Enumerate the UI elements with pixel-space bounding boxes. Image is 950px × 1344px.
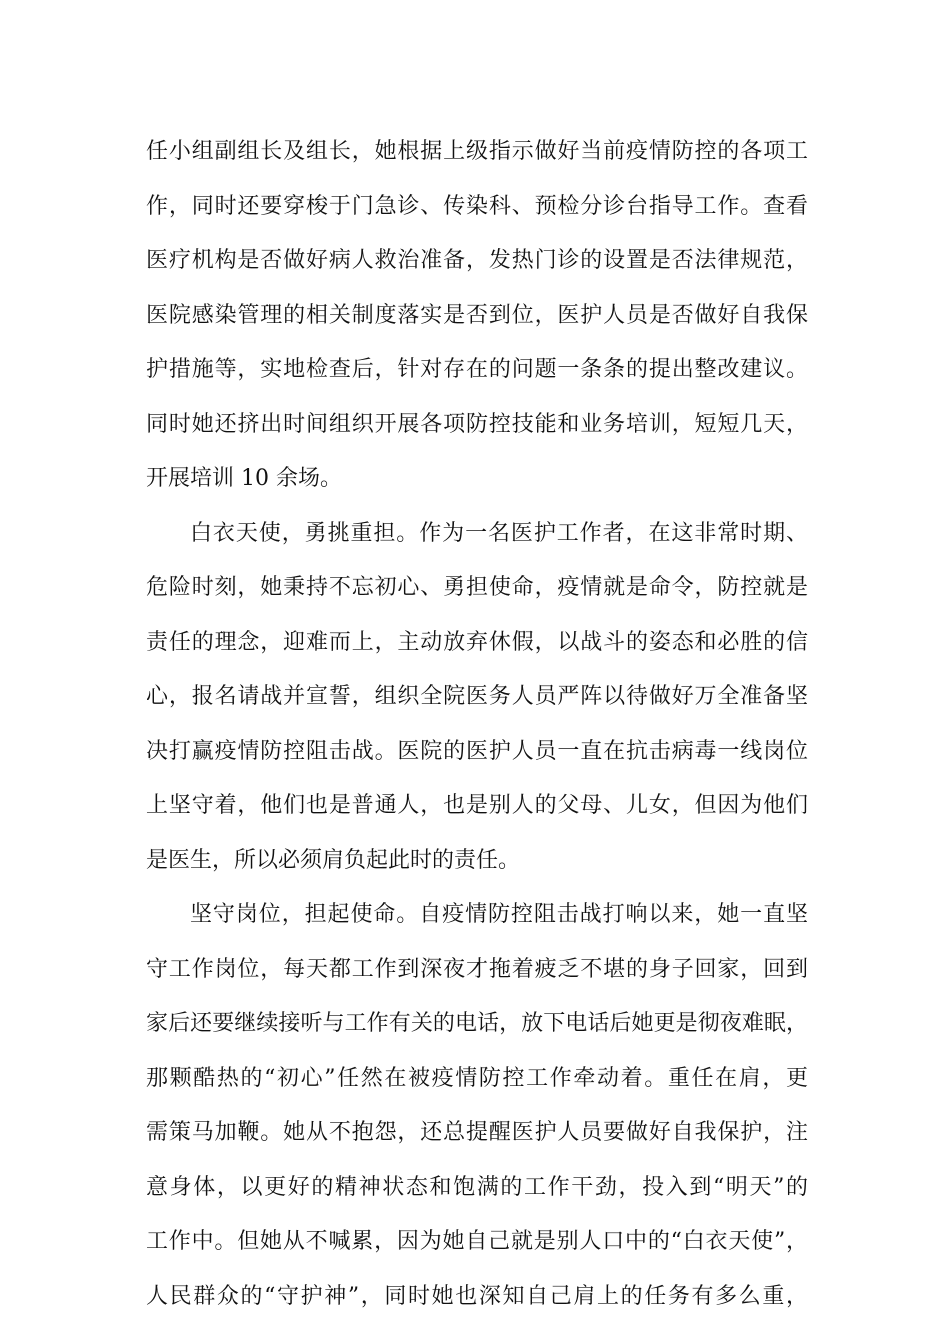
- paragraph-1-line-6: 同时她还挤出时间组织开展各项防控技能和业务培训，短短几天，: [146, 411, 808, 437]
- paragraph-3-line-3: 家后还要继续接听与工作有关的电话，放下电话后她更是彻夜难眠，: [146, 1011, 808, 1036]
- paragraph-2-line-5: 决打赢疫情防控阻击战。医院的医护人员一直在抗击病毒一线岗位: [146, 738, 808, 764]
- paragraph-1-line-1: 任小组副组长及组长，她根据上级指示做好当前疫情防控的各项工: [146, 139, 808, 164]
- paragraph-2-line-2: 危险时刻，她秉持不忘初心、勇担使命，疫情就是命令，防控就是: [146, 575, 808, 600]
- paragraph-1-line-3: 医疗机构是否做好病人救治准备，发热门诊的设置是否法律规范，: [146, 248, 808, 273]
- paragraph-2-line-3: 责任的理念，迎难而上，主动放弃休假，以战斗的姿态和必胜的信: [146, 629, 808, 655]
- paragraph-3-line-7: 工作中。但她从不喊累，因为她自己就是别人口中的“白衣天使”，: [146, 1229, 808, 1254]
- paragraph-3-line-1: 坚守岗位，担起使命。自疫情防控阻击战打响以来，她一直坚: [190, 902, 808, 927]
- paragraph-1-line-4: 医院感染管理的相关制度落实是否到位，医护人员是否做好自我保: [146, 302, 808, 328]
- paragraph-3-line-6: 意身体，以更好的精神状态和饱满的工作干劲，投入到“明天”的: [146, 1174, 808, 1200]
- body-text: [146, 125, 808, 1324]
- paragraph-3-line-8: 人民群众的“守护神”，同时她也深知自己肩上的任务有多么重，: [146, 1283, 808, 1309]
- paragraph-1-line-7: 开展培训 10 余场。: [146, 466, 342, 491]
- paragraph-3-line-5: 需策马加鞭。她从不抱怨，还总提醒医护人员要做好自我保护，注: [146, 1120, 808, 1145]
- paragraph-1-line-2: 作，同时还要穿梭于门急诊、传染科、预检分诊台指导工作。查看: [146, 193, 808, 219]
- paragraph-2-line-6: 上坚守着，他们也是普通人，也是别人的父母、儿女，但因为他们: [146, 793, 808, 818]
- paragraph-2-line-7: 是医生，所以必须肩负起此时的责任。: [146, 847, 521, 873]
- paragraph-3-line-2: 守工作岗位，每天都工作到深夜才拖着疲乏不堪的身子回家，回到: [146, 956, 808, 982]
- paragraph-3-line-4: 那颗酷热的“初心”任然在被疫情防控工作牵动着。重任在肩，更: [146, 1065, 808, 1091]
- paragraph-2-line-4: 心，报名请战并宣誓，组织全院医务人员严阵以待做好万全准备坚: [146, 684, 808, 709]
- paragraph-2-line-1: 白衣天使，勇挑重担。作为一名医护工作者，在这非常时期、: [190, 520, 808, 546]
- paragraph-1-line-5: 护措施等，实地检查后，针对存在的问题一条条的提出整改建议。: [146, 357, 808, 382]
